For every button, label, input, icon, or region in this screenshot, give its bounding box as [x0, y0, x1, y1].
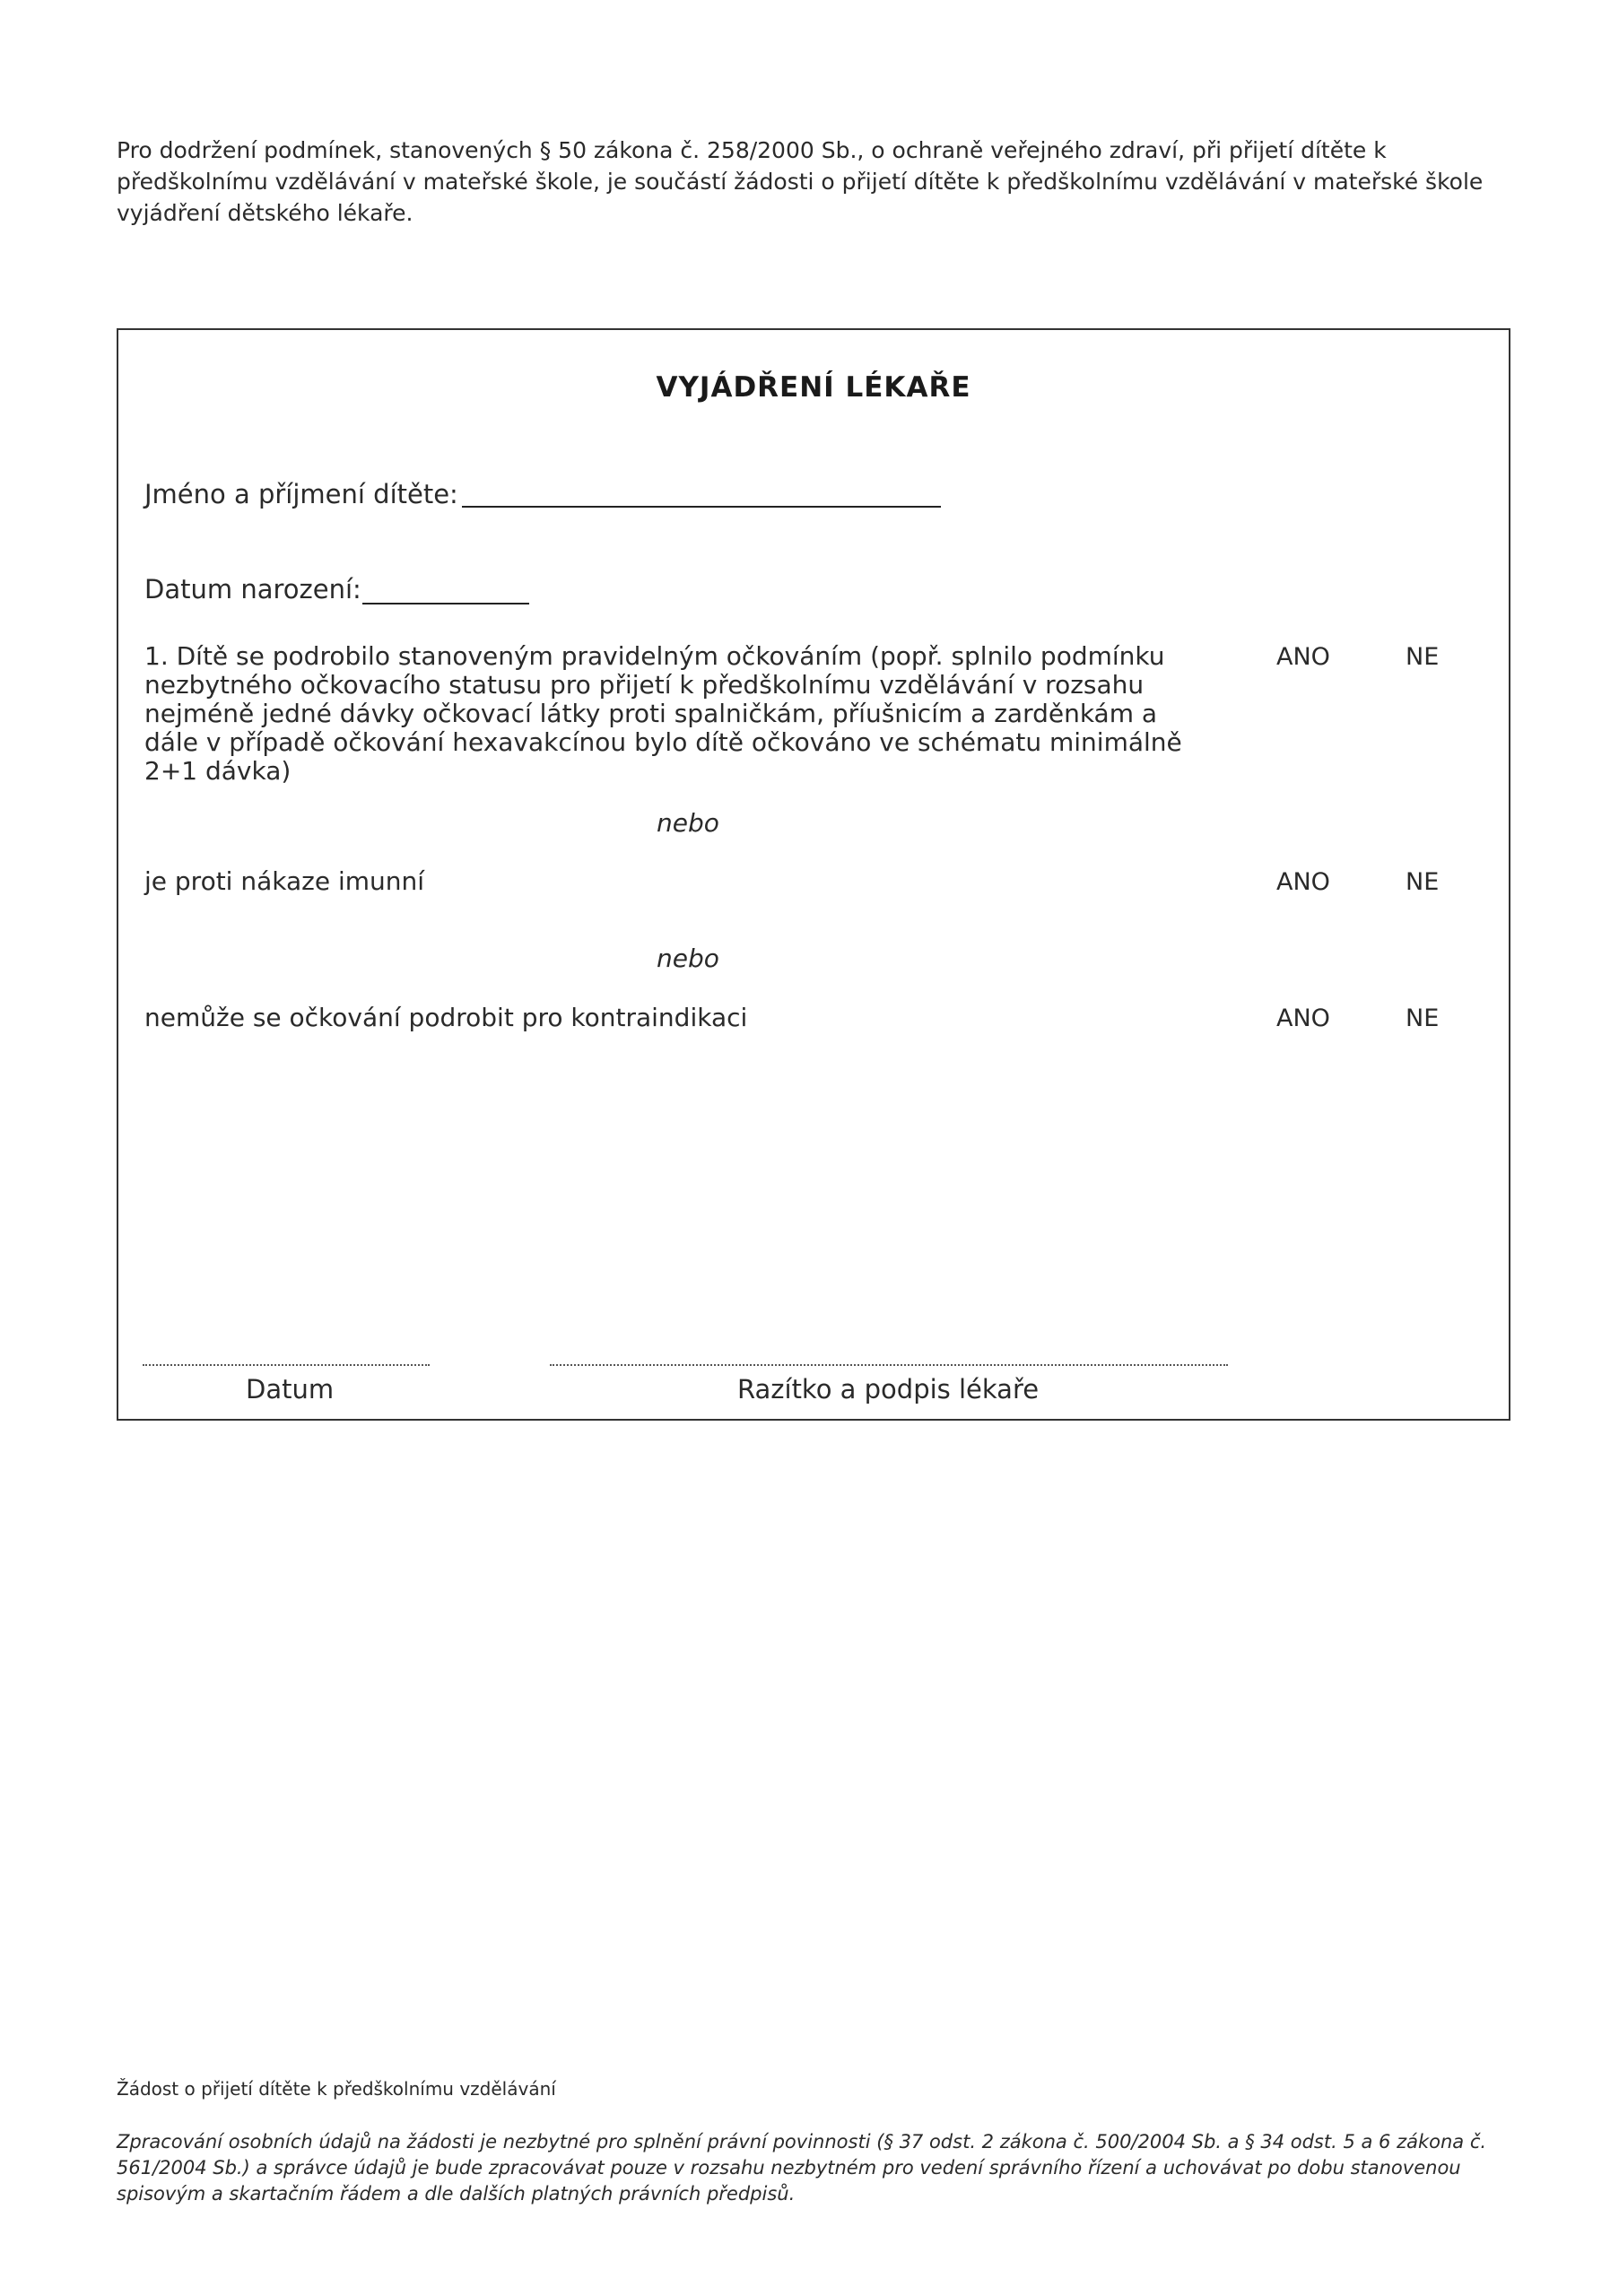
doctor-statement-box — [117, 328, 1510, 1421]
contraindication-no-option[interactable]: NE — [1406, 1004, 1440, 1032]
birth-date-label: Datum narození: — [144, 574, 361, 604]
immune-no-option[interactable]: NE — [1406, 868, 1440, 896]
or-label-2: nebo — [657, 944, 719, 973]
privacy-notice: Zpracování osobních údajů na žádosti je nezbytné pro splnění právní povinnosti (§ 37 odst. 2 zákona č. 500/2004 Sb. a § 34 odst. 5 a 6 zákona č. 561/2004 Sb.) a správce údajů je bude zpracovávat pouze v rozsahu nezbytném pro vedení správního řízení a uchovávat po dobu stanovenou spisovým a skartačním řádem a dle dalších platných právních předpisů. — [117, 2131, 1487, 2205]
vaccination-yes-option[interactable]: ANO — [1276, 643, 1330, 671]
stamp-signature-label: Razítko a podpis lékaře — [737, 1374, 1040, 1405]
stamp-signature-line[interactable] — [550, 1364, 1228, 1366]
contraindication-yes-option[interactable]: ANO — [1276, 1004, 1330, 1032]
date-signature-line[interactable] — [143, 1364, 430, 1366]
immune-yes-option[interactable]: ANO — [1276, 868, 1330, 896]
vaccination-question: 1. Dítě se podrobilo stanoveným pravidelným očkováním (popř. splnilo podmínku nezbytného očkovacího statusu pro přijetí k předškolnímu vzdělávání v rozsahu nejméně jedné dávky očkovací látky proti spalničkám, příušnicím a zarděnkám a dále v případě očkování hexavakcínou bylo dítě očkováno ve schématu minimálně 2+1 dávka) — [144, 641, 1182, 786]
form-title: VYJÁDŘENÍ LÉKAŘE — [656, 371, 971, 404]
or-label-1: nebo — [657, 808, 719, 838]
date-label: Datum — [246, 1374, 335, 1405]
birth-date-field[interactable] — [362, 603, 529, 604]
child-name-field[interactable] — [462, 506, 941, 508]
intro-paragraph: Pro dodržení podmínek, stanovených § 50 zákona č. 258/2000 Sb., o ochraně veřejného zdraví, při přijetí dítěte k předškolnímu vzdělávání v mateřské škole, je součástí žádosti o přijetí dítěte k předškolnímu vzdělávání v mateřské škole vyjádření dětského lékaře. — [117, 137, 1484, 226]
immune-text: je proti nákaze imunní — [144, 866, 425, 896]
child-name-label: Jméno a příjmení dítěte: — [144, 479, 458, 509]
vaccination-no-option[interactable]: NE — [1406, 643, 1440, 671]
footer-title: Žádost o přijetí dítěte k předškolnímu vzdělávání — [117, 2078, 556, 2100]
contraindication-text: nemůže se očkování podrobit pro kontraindikaci — [144, 1003, 748, 1032]
